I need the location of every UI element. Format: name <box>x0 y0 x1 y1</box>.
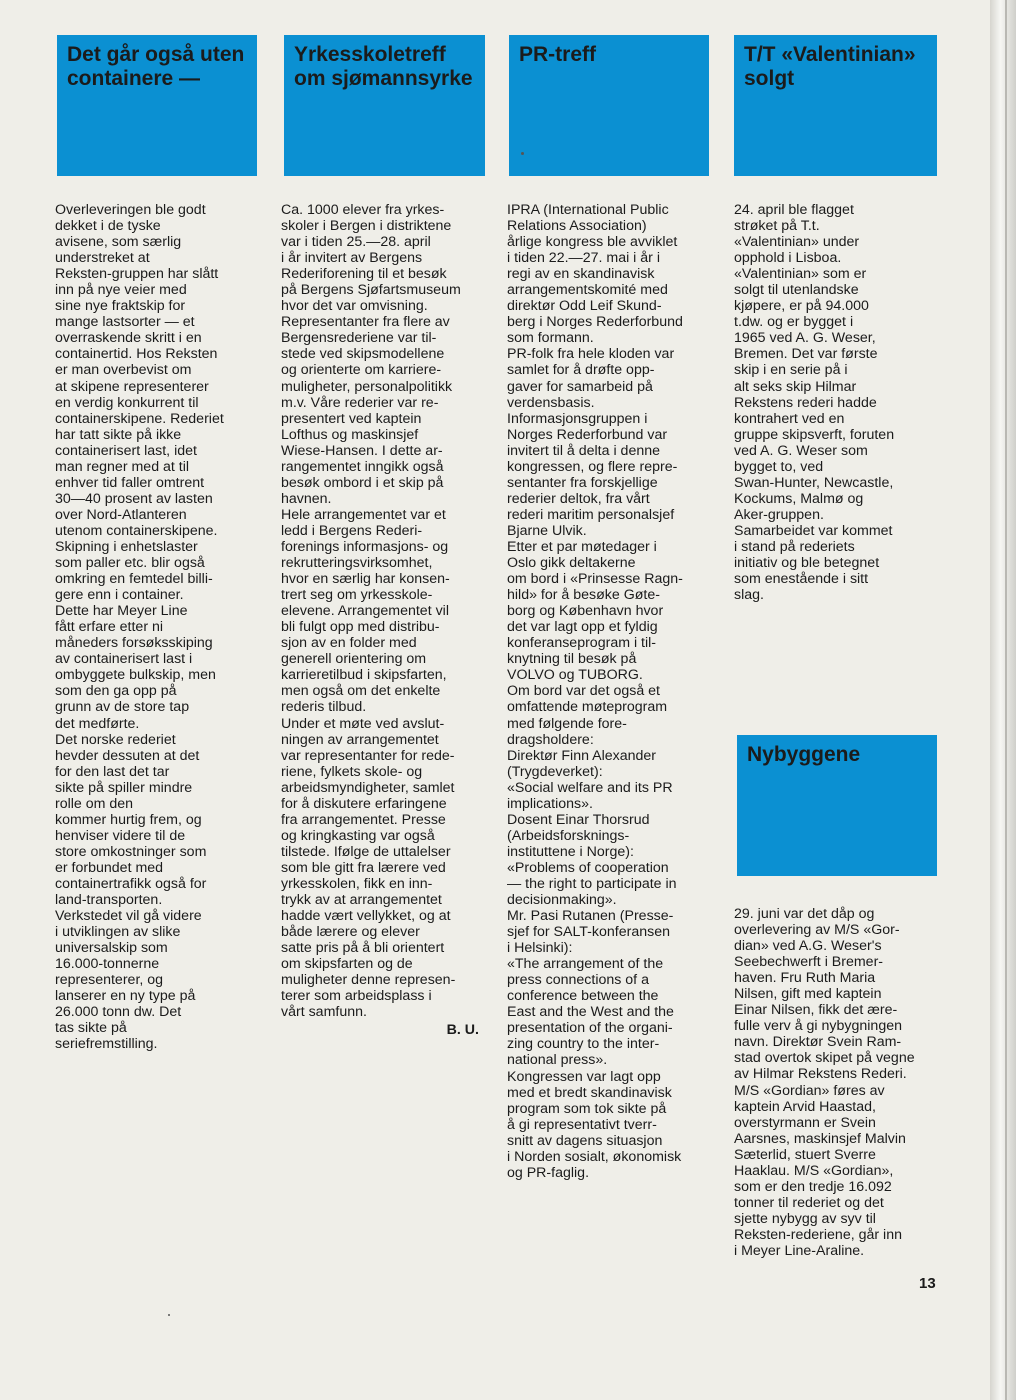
text-line: fra arrangementet. Presse <box>281 811 446 828</box>
text-line: og PR-faglig. <box>507 1164 590 1181</box>
text-line: fulle verv å gi nybygningen <box>734 1018 902 1035</box>
text-line: at skipene representerer <box>55 378 209 395</box>
text-line: og kringkasting var også <box>281 827 435 844</box>
title-line: Yrkesskoletreff <box>294 43 446 66</box>
text-line: dekket i de tyske <box>55 218 161 235</box>
text-line: besøk ombord i et skip på <box>281 474 444 491</box>
text-line: Hele arrangementet var et <box>281 506 446 523</box>
article-title <box>509 35 709 67</box>
text-line: navn. Direktør Svein Ram- <box>734 1034 902 1051</box>
text-line: Wiese-Hansen. I dette ar- <box>281 442 443 459</box>
text-line: berg i Norges Rederforbund <box>507 314 683 331</box>
article-body-pr-treff <box>507 202 717 1181</box>
text-line: hadde vært vellykket, og at <box>281 908 451 925</box>
text-line: det medførte. <box>55 715 140 732</box>
text-line: kontrahert ved en <box>734 410 845 427</box>
text-line: arbeidsmyndigheter, samlet <box>281 779 455 796</box>
text-line: «The arrangement of the <box>507 956 664 973</box>
text-line: satte pris på å bli orientert <box>281 940 445 957</box>
text-line: med følgende fore- <box>507 715 627 732</box>
text-line: en verdig konkurrent til <box>55 394 199 411</box>
text-line: fått erfare etter ni <box>55 619 164 636</box>
text-line: «Valentinian» under <box>734 234 860 251</box>
text-line: sjef for SALT-konferansen <box>507 924 670 941</box>
text-line: Rekstens rederi hadde <box>734 394 877 411</box>
text-line: konferanseprogram i til- <box>507 635 657 652</box>
text-line: Under et møte ved avslut- <box>281 715 445 732</box>
text-line: Reksten-gruppen har slått <box>55 266 219 283</box>
text-line: 24. april ble flagget <box>734 202 854 218</box>
text-line: som formann. <box>507 330 594 347</box>
text-line: Dette har Meyer Line <box>55 603 188 620</box>
text-line: av containerisert last i <box>55 651 193 668</box>
text-line: program som tok sikte på <box>507 1100 667 1117</box>
text-line: instituttene i Norge): <box>507 843 634 860</box>
author-signature: B. U. <box>446 1022 479 1039</box>
text-line: land-transporten. <box>55 892 163 909</box>
text-line: Samarbeidet var kommet <box>734 522 893 539</box>
text-line: Nilsen, gift med kaptein <box>734 986 882 1003</box>
text-line: hevder dessuten at det <box>55 747 200 764</box>
text-line: omfattende møteprogram <box>507 699 668 716</box>
heading-box-valentinian <box>734 35 937 176</box>
text-line: verdensbasis. <box>507 394 595 411</box>
title-line: Nybyggene <box>747 743 861 766</box>
text-line: containertid. Hos Reksten <box>55 346 218 363</box>
title-line: PR-treff <box>519 43 596 66</box>
text-line: containerisert last, idet <box>55 442 197 459</box>
text-line: det var lagt opp et fyldig <box>507 619 658 636</box>
article-body-valentinian <box>734 202 944 603</box>
text-line: er forbundet med <box>55 859 164 876</box>
text-line: opphold i Lisboa. <box>734 250 842 267</box>
text-line: henviser videre til de <box>55 827 186 844</box>
text-line: «Social welfare and its PR <box>507 779 673 796</box>
text-line: strøket på T.t. <box>734 218 820 235</box>
text-line: Aarsnes, maskinsjef Malvin <box>734 1130 906 1147</box>
text-line: containerskipene. Rederiet <box>55 410 224 427</box>
page-spine <box>990 0 1016 1400</box>
text-line: overstyrmann er Svein <box>734 1114 876 1131</box>
text-line: kjøpere, er på 94.000 <box>734 298 869 315</box>
text-line: dian» ved A.G. Weser's <box>734 938 882 955</box>
text-line: Informasjonsgruppen i <box>507 410 648 427</box>
text-line: sikte på spiller mindre <box>55 779 193 796</box>
text-line: forenings informasjons- og <box>281 538 449 555</box>
text-line: hild» for å besøke Gøte- <box>507 587 660 604</box>
text-line: stede ved skipsmodellene <box>281 346 445 363</box>
text-line: seriefremstilling. <box>55 1036 158 1053</box>
text-line: som enestående i sitt <box>734 571 869 588</box>
text-line: implications». <box>507 795 593 812</box>
text-line: samlet for å drøfte opp- <box>507 362 655 379</box>
text-line: Einar Nilsen, fikk det ære- <box>734 1002 898 1019</box>
text-line: «Problems of cooperation <box>507 859 669 876</box>
text-line: Direktør Finn Alexander <box>507 747 657 764</box>
text-line: som paller etc. blir også <box>55 555 205 572</box>
text-line: gaver for samarbeid på <box>507 378 653 395</box>
text-line: Kockums, Malmø og <box>734 490 864 507</box>
text-line: omkring en femtedel billi- <box>55 571 213 588</box>
text-line: decisionmaking». <box>507 892 617 909</box>
print-speck <box>521 152 524 155</box>
text-line: Representanter fra flere av <box>281 314 450 331</box>
text-line: karrieretilbud i skipsfarten, <box>281 667 447 684</box>
text-line: alt seks skip Hilmar <box>734 378 857 395</box>
text-line: terer som arbeidsplass i <box>281 988 432 1005</box>
text-line: tonner til rederiet og det <box>734 1194 884 1211</box>
text-line: Bergensrederiene var til- <box>281 330 437 347</box>
text-line: direktør Odd Leif Skund- <box>507 298 662 315</box>
text-line: i år invitert av Bergens <box>281 250 423 267</box>
text-line: inn på nye veier med <box>55 282 187 299</box>
text-line: havnen. <box>281 490 332 507</box>
text-line: arrangementskomité med <box>507 282 668 299</box>
text-line: overraskende skritt i en <box>55 330 202 347</box>
text-line: slag. <box>734 587 764 604</box>
text-line: VOLVO og TUBORG. <box>507 667 643 684</box>
text-line: mange lastsorter — et <box>55 314 195 331</box>
text-line: universalskip som <box>55 940 168 957</box>
text-line: Rederiforening til et besøk <box>281 266 447 283</box>
text-line: trert seg om yrkesskole- <box>281 587 433 604</box>
text-line: sjon av en folder med <box>281 635 417 652</box>
text-line: i utviklingen av slike <box>55 924 181 941</box>
text-line: rolle om den <box>55 795 134 812</box>
text-line: som er den tredje 16.092 <box>734 1178 892 1195</box>
text-line: t.dw. og er bygget i <box>734 314 854 331</box>
text-line: stad overtok skipet på vegne <box>734 1050 915 1067</box>
title-line: om sjømannsyrke <box>294 67 473 90</box>
text-line: i Norden sosialt, økonomisk <box>507 1148 682 1165</box>
text-line: initiativ og ble betegnet <box>734 555 880 572</box>
text-line: 30—40 prosent av lasten <box>55 490 213 507</box>
print-speck <box>168 1314 170 1316</box>
text-line: på Bergens Sjøfartsmuseum <box>281 282 461 299</box>
heading-box-pr-treff <box>509 35 709 176</box>
text-line: var representanter for rede- <box>281 747 455 764</box>
text-line: kaptein Arvid Haastad, <box>734 1098 876 1115</box>
text-line: snitt av dagens situasjon <box>507 1132 663 1149</box>
text-line: hvor en særlig har konsen- <box>281 571 450 588</box>
text-line: bygget to, ved <box>734 458 824 475</box>
text-line: Mr. Pasi Rutanen (Presse- <box>507 908 674 925</box>
text-line: Aker-gruppen. <box>734 506 824 523</box>
text-line: Bjarne Ulvik. <box>507 522 587 539</box>
text-line: Etter et par møtedager i <box>507 538 657 555</box>
text-line: m.v. Våre rederier var re- <box>281 394 439 411</box>
text-line: overlevering av M/S «Gor- <box>734 922 900 939</box>
text-line: Skipning i enhetslaster <box>55 538 198 555</box>
text-line: «Valentinian» som er <box>734 266 867 283</box>
text-line: vårt samfunn. <box>281 1004 367 1021</box>
text-line: for å diskutere erfaringene <box>281 795 447 812</box>
text-line: ved A. G. Weser som <box>734 442 868 459</box>
text-line: (Trygdeverket): <box>507 763 603 780</box>
text-line: Oslo gikk deltakerne <box>507 555 636 572</box>
text-line: Lofthus og maskinsjef <box>281 426 419 443</box>
text-line: og orienterte om karriere- <box>281 362 442 379</box>
text-line: kommer hurtig frem, og <box>55 811 202 828</box>
text-line: borg og København hvor <box>507 603 664 620</box>
text-line: er man overbevist om <box>55 362 192 379</box>
text-line: av Hilmar Rekstens Rederi. <box>734 1066 907 1083</box>
text-line: årlige kongress ble avviklet <box>507 234 678 251</box>
text-line: Overleveringen ble godt <box>55 202 206 218</box>
text-line: hvor det var omvisning. <box>281 298 428 315</box>
text-line: sjette nybygg av syv til <box>734 1210 876 1227</box>
article-title <box>284 35 485 91</box>
text-line: rederis tilbud. <box>281 699 367 716</box>
text-line: trykk av at arrangementet <box>281 892 442 909</box>
text-line: solgt til utenlandske <box>734 282 859 299</box>
text-line: understreket at <box>55 250 150 267</box>
article-body-containere <box>55 202 260 1052</box>
text-line: sine nye fraktskip for <box>55 298 186 315</box>
text-line: national press». <box>507 1052 608 1069</box>
title-line: containere — <box>67 67 201 90</box>
text-line: M/S «Gordian» føres av <box>734 1082 885 1099</box>
title-line: T/T «Valentinian» <box>744 43 916 66</box>
text-line: press connections of a <box>507 972 649 989</box>
page-number: 13 <box>919 1275 936 1292</box>
title-line: Det går også uten <box>67 43 245 66</box>
text-line: Kongressen var lagt opp <box>507 1068 661 1085</box>
text-line: avisene, som særlig <box>55 234 182 251</box>
text-line: muligheter denne represen- <box>281 972 456 989</box>
text-line: som ble gitt fra lærere ved <box>281 859 446 876</box>
text-line: riene, fylkets skole- og <box>281 763 423 780</box>
text-line: Seebechwerft i Bremer- <box>734 954 884 971</box>
text-line: 1965 ved A. G. Weser, <box>734 330 876 347</box>
text-line: representerer, og <box>55 972 164 989</box>
heading-box-nybyggene <box>737 735 937 876</box>
text-line: Ca. 1000 elever fra yrkes- <box>281 202 445 218</box>
text-line: Norges Rederforbund var <box>507 426 668 443</box>
text-line: enhver tid faller omtrent <box>55 474 205 491</box>
text-line: Dosent Einar Thorsrud <box>507 811 650 828</box>
title-line: solgt <box>744 67 795 90</box>
article-body-yrkesskoletreff <box>281 202 491 1038</box>
text-line: rederier deltok, fra vårt <box>507 490 650 507</box>
text-line: Om bord var det også et <box>507 683 660 700</box>
text-line: PR-folk fra hele kloden var <box>507 346 675 363</box>
text-line: haven. Fru Ruth Maria <box>734 970 876 987</box>
text-line: kongressen, og flere repre- <box>507 458 678 475</box>
text-line: grunn av de store tap <box>55 699 190 716</box>
article-title <box>734 35 937 91</box>
text-line: man regner med at til <box>55 458 190 475</box>
text-line: lanserer en ny type på <box>55 988 196 1005</box>
text-line: rederi maritim personalsjef <box>507 506 675 523</box>
text-line: ningen av arrangementet <box>281 731 439 748</box>
text-line: rekrutteringsvirksomhet, <box>281 555 433 572</box>
text-line: om skipsfarten og de <box>281 956 413 973</box>
text-line: som den ga opp på <box>55 683 177 700</box>
text-line: Swan-Hunter, Newcastle, <box>734 474 894 491</box>
text-line: — the right to participate in <box>507 875 677 892</box>
text-line: å gi representativt tverr- <box>507 1116 657 1133</box>
text-line: regi av en skandinavisk <box>507 266 655 283</box>
text-line: dragsholdere: <box>507 731 594 748</box>
text-line: skoler i Bergen i distriktene <box>281 218 452 235</box>
article-title <box>737 735 937 767</box>
text-line: knytning til besøk på <box>507 651 637 668</box>
text-line: Bremen. Det var første <box>734 346 878 363</box>
text-line: men også om det enkelte <box>281 683 441 700</box>
text-line: ledd i Bergens Rederi- <box>281 522 423 539</box>
text-line: yrkesskolen, fikk en inn- <box>281 875 433 892</box>
text-line: gruppe skipsverft, foruten <box>734 426 895 443</box>
text-line: utenom containerskipene. <box>55 522 218 539</box>
text-line: i stand på rederiets <box>734 538 855 555</box>
text-line: måneders forsøksskiping <box>55 635 213 652</box>
text-line: invitert til å delta i denne <box>507 442 661 459</box>
text-line: conference between the <box>507 988 659 1005</box>
text-line: 29. juni var det dåp og <box>734 906 875 922</box>
text-line: sentanter fra forskjellige <box>507 474 658 491</box>
text-line: muligheter, personalpolitikk <box>281 378 453 395</box>
text-line: i Meyer Line-Araline. <box>734 1242 865 1259</box>
text-line: for den last det tar <box>55 763 170 780</box>
text-line: 16.000-tonnerne <box>55 956 160 973</box>
text-line: over Nord-Atlanteren <box>55 506 187 523</box>
text-line: tas sikte på <box>55 1020 127 1037</box>
text-line: elevene. Arrangementet vil <box>281 603 449 620</box>
text-line: generell orientering om <box>281 651 427 668</box>
text-line: rangementet inngikk også <box>281 458 444 475</box>
heading-box-yrkesskoletreff <box>284 35 485 176</box>
text-line: East and the West and the <box>507 1004 674 1021</box>
text-line: store omkostninger som <box>55 843 207 860</box>
text-line: har tatt sikte på ikke <box>55 426 182 443</box>
text-line: skip i en serie på i <box>734 362 848 379</box>
text-line: 26.000 tonn dw. Det <box>55 1004 182 1021</box>
text-line: containertrafikk også for <box>55 875 207 892</box>
text-line: Sæterlid, stuert Sverre <box>734 1146 876 1163</box>
text-line: Reksten-rederiene, går inn <box>734 1226 902 1243</box>
text-line: om bord i «Prinsesse Ragn- <box>507 571 683 588</box>
text-line: med et bredt skandinavisk <box>507 1084 672 1101</box>
article-body-nybyggene <box>734 906 944 1259</box>
text-line: Relations Association) <box>507 218 647 235</box>
text-line: tilstede. Ifølge de uttalelser <box>281 843 451 860</box>
text-line: Det norske rederiet <box>55 731 176 748</box>
text-line: var i tiden 25.—28. april <box>281 234 431 251</box>
text-line: bli fulgt opp med distribu- <box>281 619 440 636</box>
text-line: i tiden 22.—27. mai i år i <box>507 250 660 267</box>
text-line: presentation of the organi- <box>507 1020 673 1037</box>
text-line: i Helsinki): <box>507 940 573 957</box>
text-line: presentert ved kaptein <box>281 410 422 427</box>
text-line: zing country to the inter- <box>507 1036 660 1053</box>
spine-edge <box>1005 0 1007 1400</box>
text-line: Verkstedet vil gå videre <box>55 908 202 925</box>
text-line: (Arbeidsforsknings- <box>507 827 630 844</box>
article-title <box>57 35 257 91</box>
text-line: IPRA (International Public <box>507 202 669 218</box>
text-line: Haaklau. M/S «Gordian», <box>734 1162 894 1179</box>
text-line: gere enn i container. <box>55 587 184 604</box>
text-line: både lærere og elever <box>281 924 420 941</box>
heading-box-containere <box>57 35 257 176</box>
text-line: ombyggete bulkskip, men <box>55 667 216 684</box>
